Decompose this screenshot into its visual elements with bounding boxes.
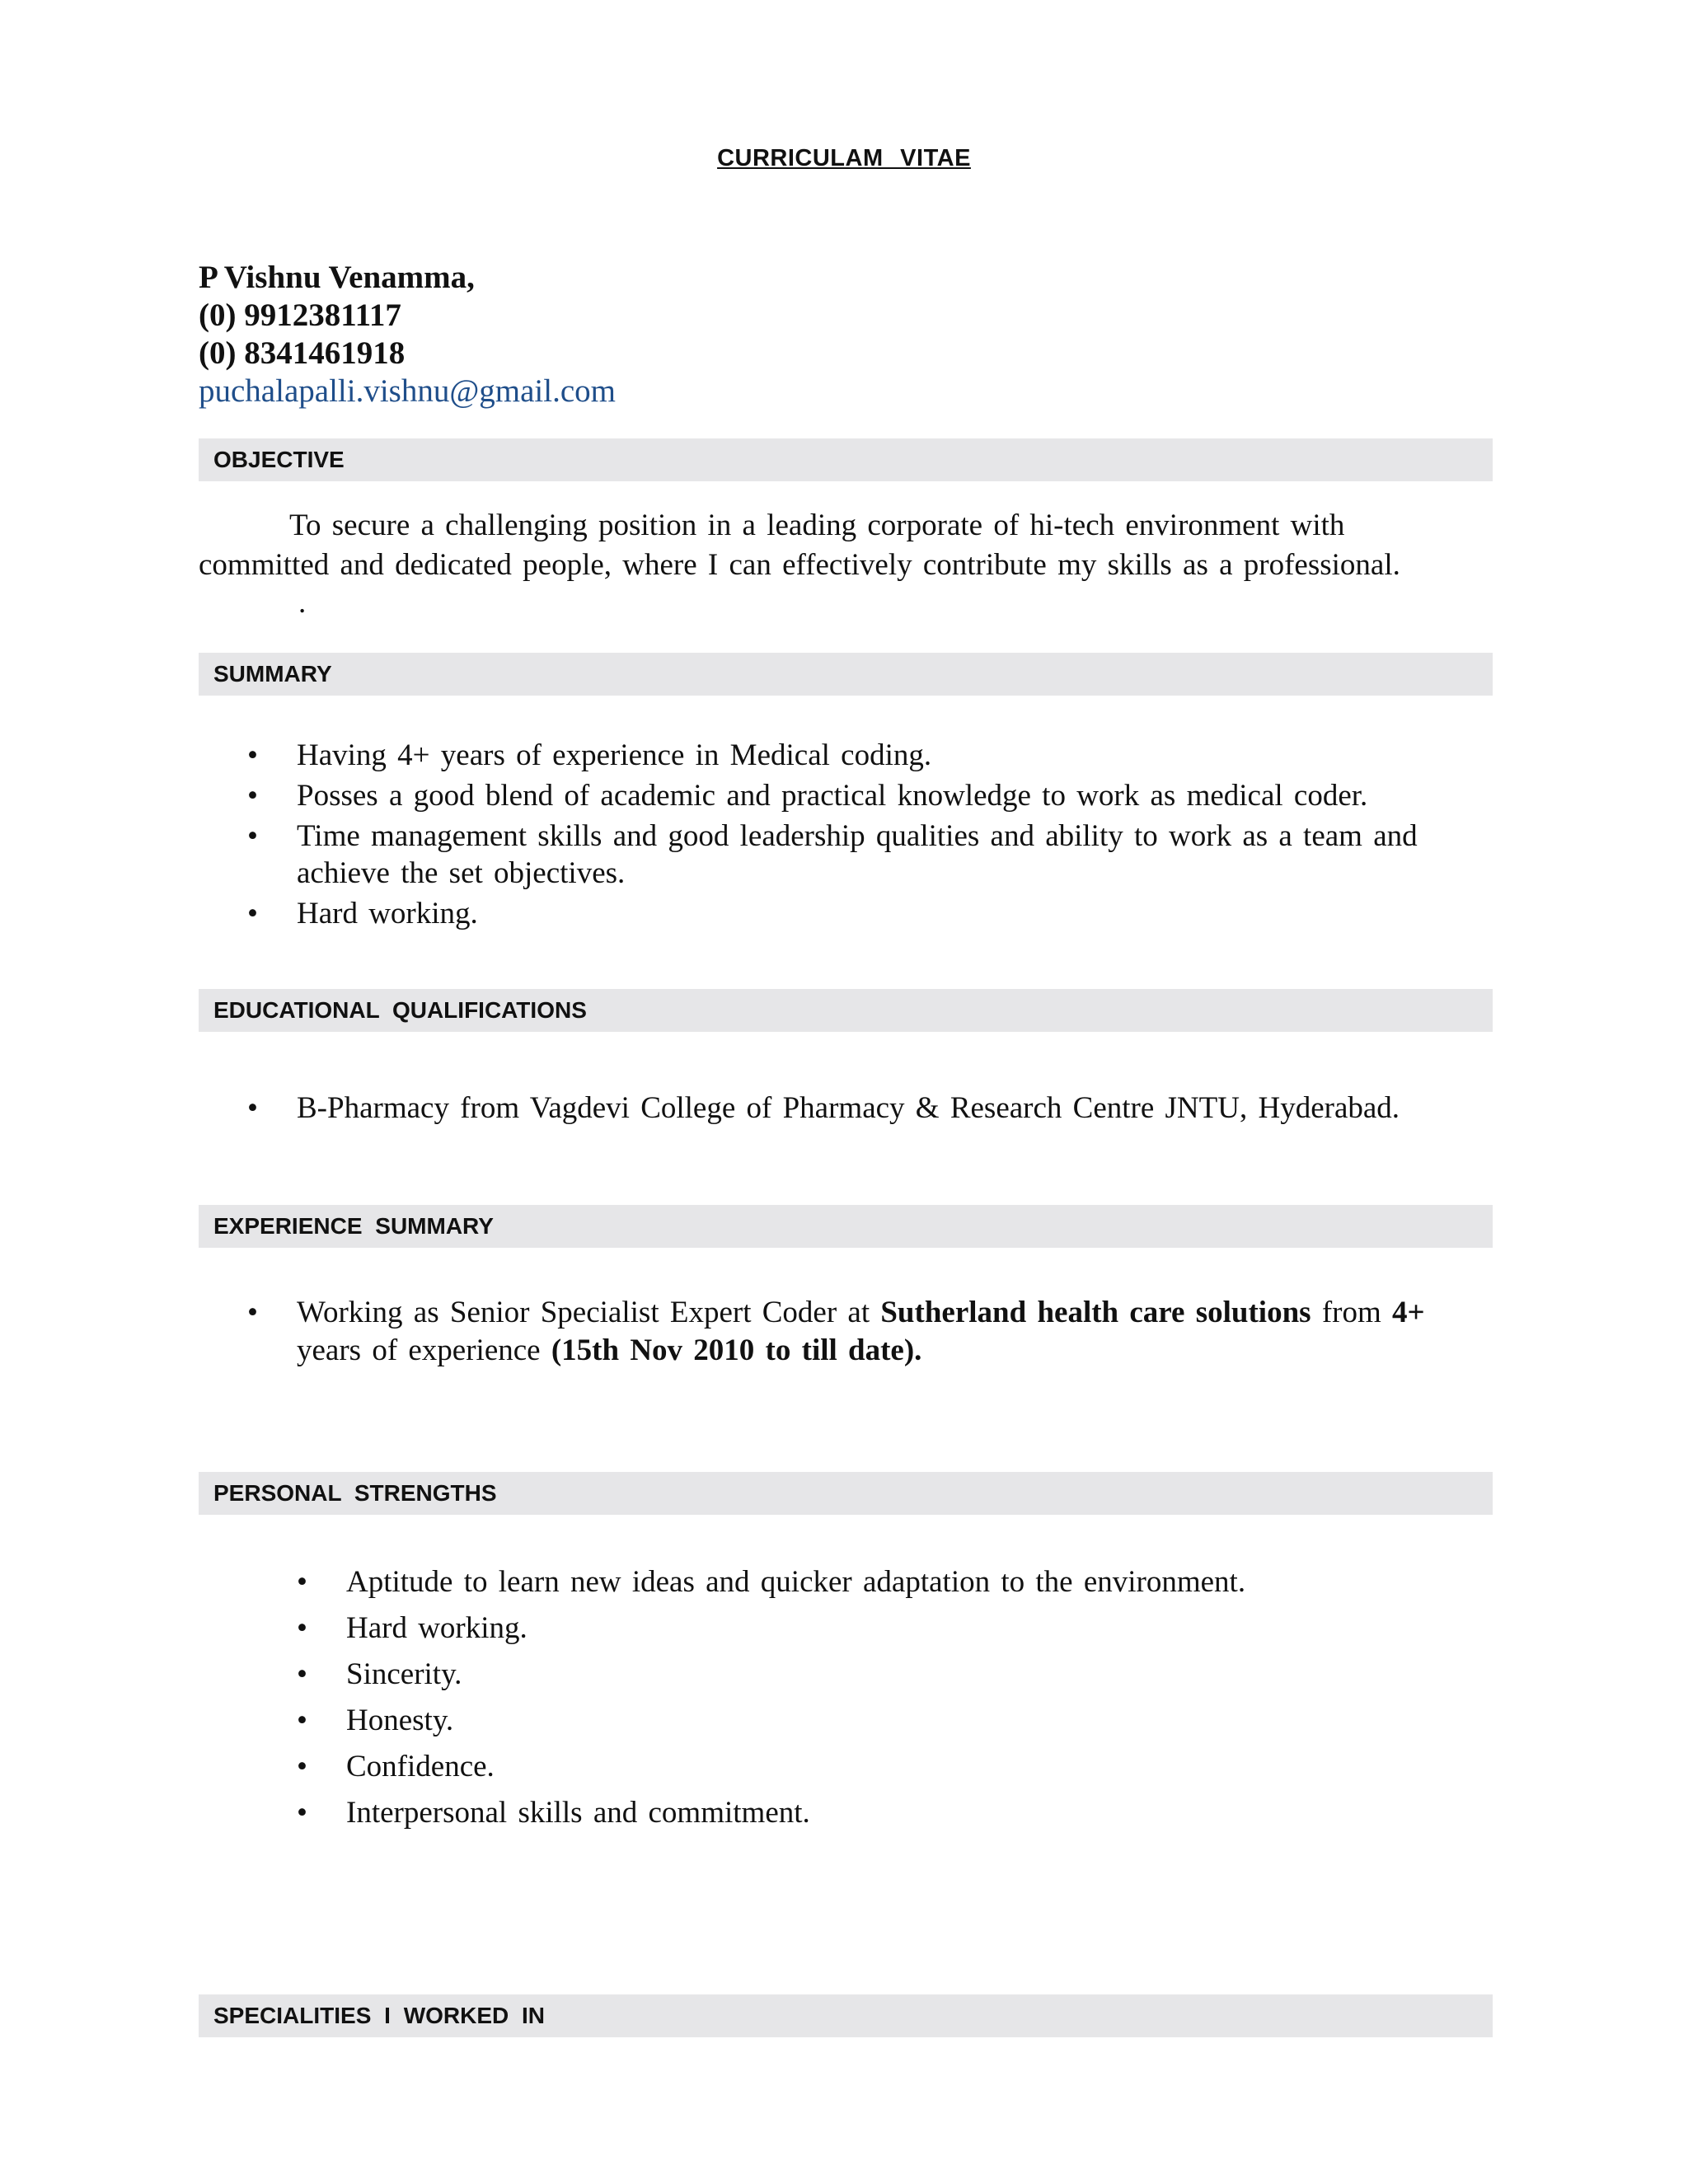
objective-line-1: To secure a challenging position in a leading corporate of hi-tech environment with bbox=[289, 509, 1345, 542]
specialities-heading: SPECIALITIES I WORKED IN bbox=[199, 1994, 1493, 2037]
strengths-heading: PERSONAL STRENGTHS bbox=[199, 1472, 1493, 1515]
objective-trailing-dot: . bbox=[298, 586, 307, 620]
email-link[interactable]: puchalapalli.vishnu@gmail.com bbox=[199, 373, 616, 409]
phone-number-1: (0) 9912381117 bbox=[199, 298, 401, 333]
summary-heading: SUMMARY bbox=[199, 653, 1493, 696]
list-item: • B-Pharmacy from Vagdevi College of Pharmacy & Research Centre JNTU, Hyderabad. bbox=[247, 1090, 1488, 1127]
candidate-name: P Vishnu Venamma, bbox=[199, 260, 475, 295]
company-name: Sutherland health care solutions bbox=[880, 1296, 1311, 1329]
experience-item: • Working as Senior Specialist Expert Coder at Sutherland health care solutions from 4+ years of experience (15th Nov 2010 to till date). bbox=[247, 1294, 1488, 1370]
education-list bbox=[247, 1090, 1488, 1127]
list-item: • Posses a good blend of academic and practical knowledge to work as medical coder. bbox=[247, 777, 1488, 814]
list-item: • Interpersonal skills and commitment. bbox=[297, 1790, 1488, 1836]
list-item: • Having 4+ years of experience in Medical coding. bbox=[247, 737, 1488, 774]
experience-list bbox=[247, 1294, 1488, 1370]
list-item: • Hard working. bbox=[297, 1605, 1488, 1652]
list-item: • Aptitude to learn new ideas and quicker adaptation to the environment. bbox=[297, 1559, 1488, 1605]
list-item: • Confidence. bbox=[297, 1744, 1488, 1790]
experience-years: 4+ bbox=[1392, 1296, 1425, 1329]
list-item: • Hard working. bbox=[247, 895, 1488, 932]
contact-block bbox=[199, 259, 616, 410]
strengths-list bbox=[297, 1559, 1488, 1836]
list-item: • Time management skills and good leadership qualities and ability to work as a team and achieve the set objectives. bbox=[247, 818, 1488, 892]
list-item: • Honesty. bbox=[297, 1698, 1488, 1744]
experience-heading: EXPERIENCE SUMMARY bbox=[199, 1205, 1493, 1248]
objective-heading: OBJECTIVE bbox=[199, 438, 1493, 481]
objective-line-2: committed and dedicated people, where I can effectively contribute my skills as a professional. bbox=[199, 548, 1400, 582]
list-item: • Sincerity. bbox=[297, 1652, 1488, 1698]
education-heading: EDUCATIONAL QUALIFICATIONS bbox=[199, 989, 1493, 1032]
phone-number-2: (0) 8341461918 bbox=[199, 335, 406, 371]
objective-text bbox=[199, 506, 1493, 585]
experience-dates: (15th Nov 2010 to till date). bbox=[551, 1333, 922, 1367]
summary-list bbox=[247, 737, 1488, 932]
document-title: CURRICULAM VITAE bbox=[717, 145, 971, 171]
